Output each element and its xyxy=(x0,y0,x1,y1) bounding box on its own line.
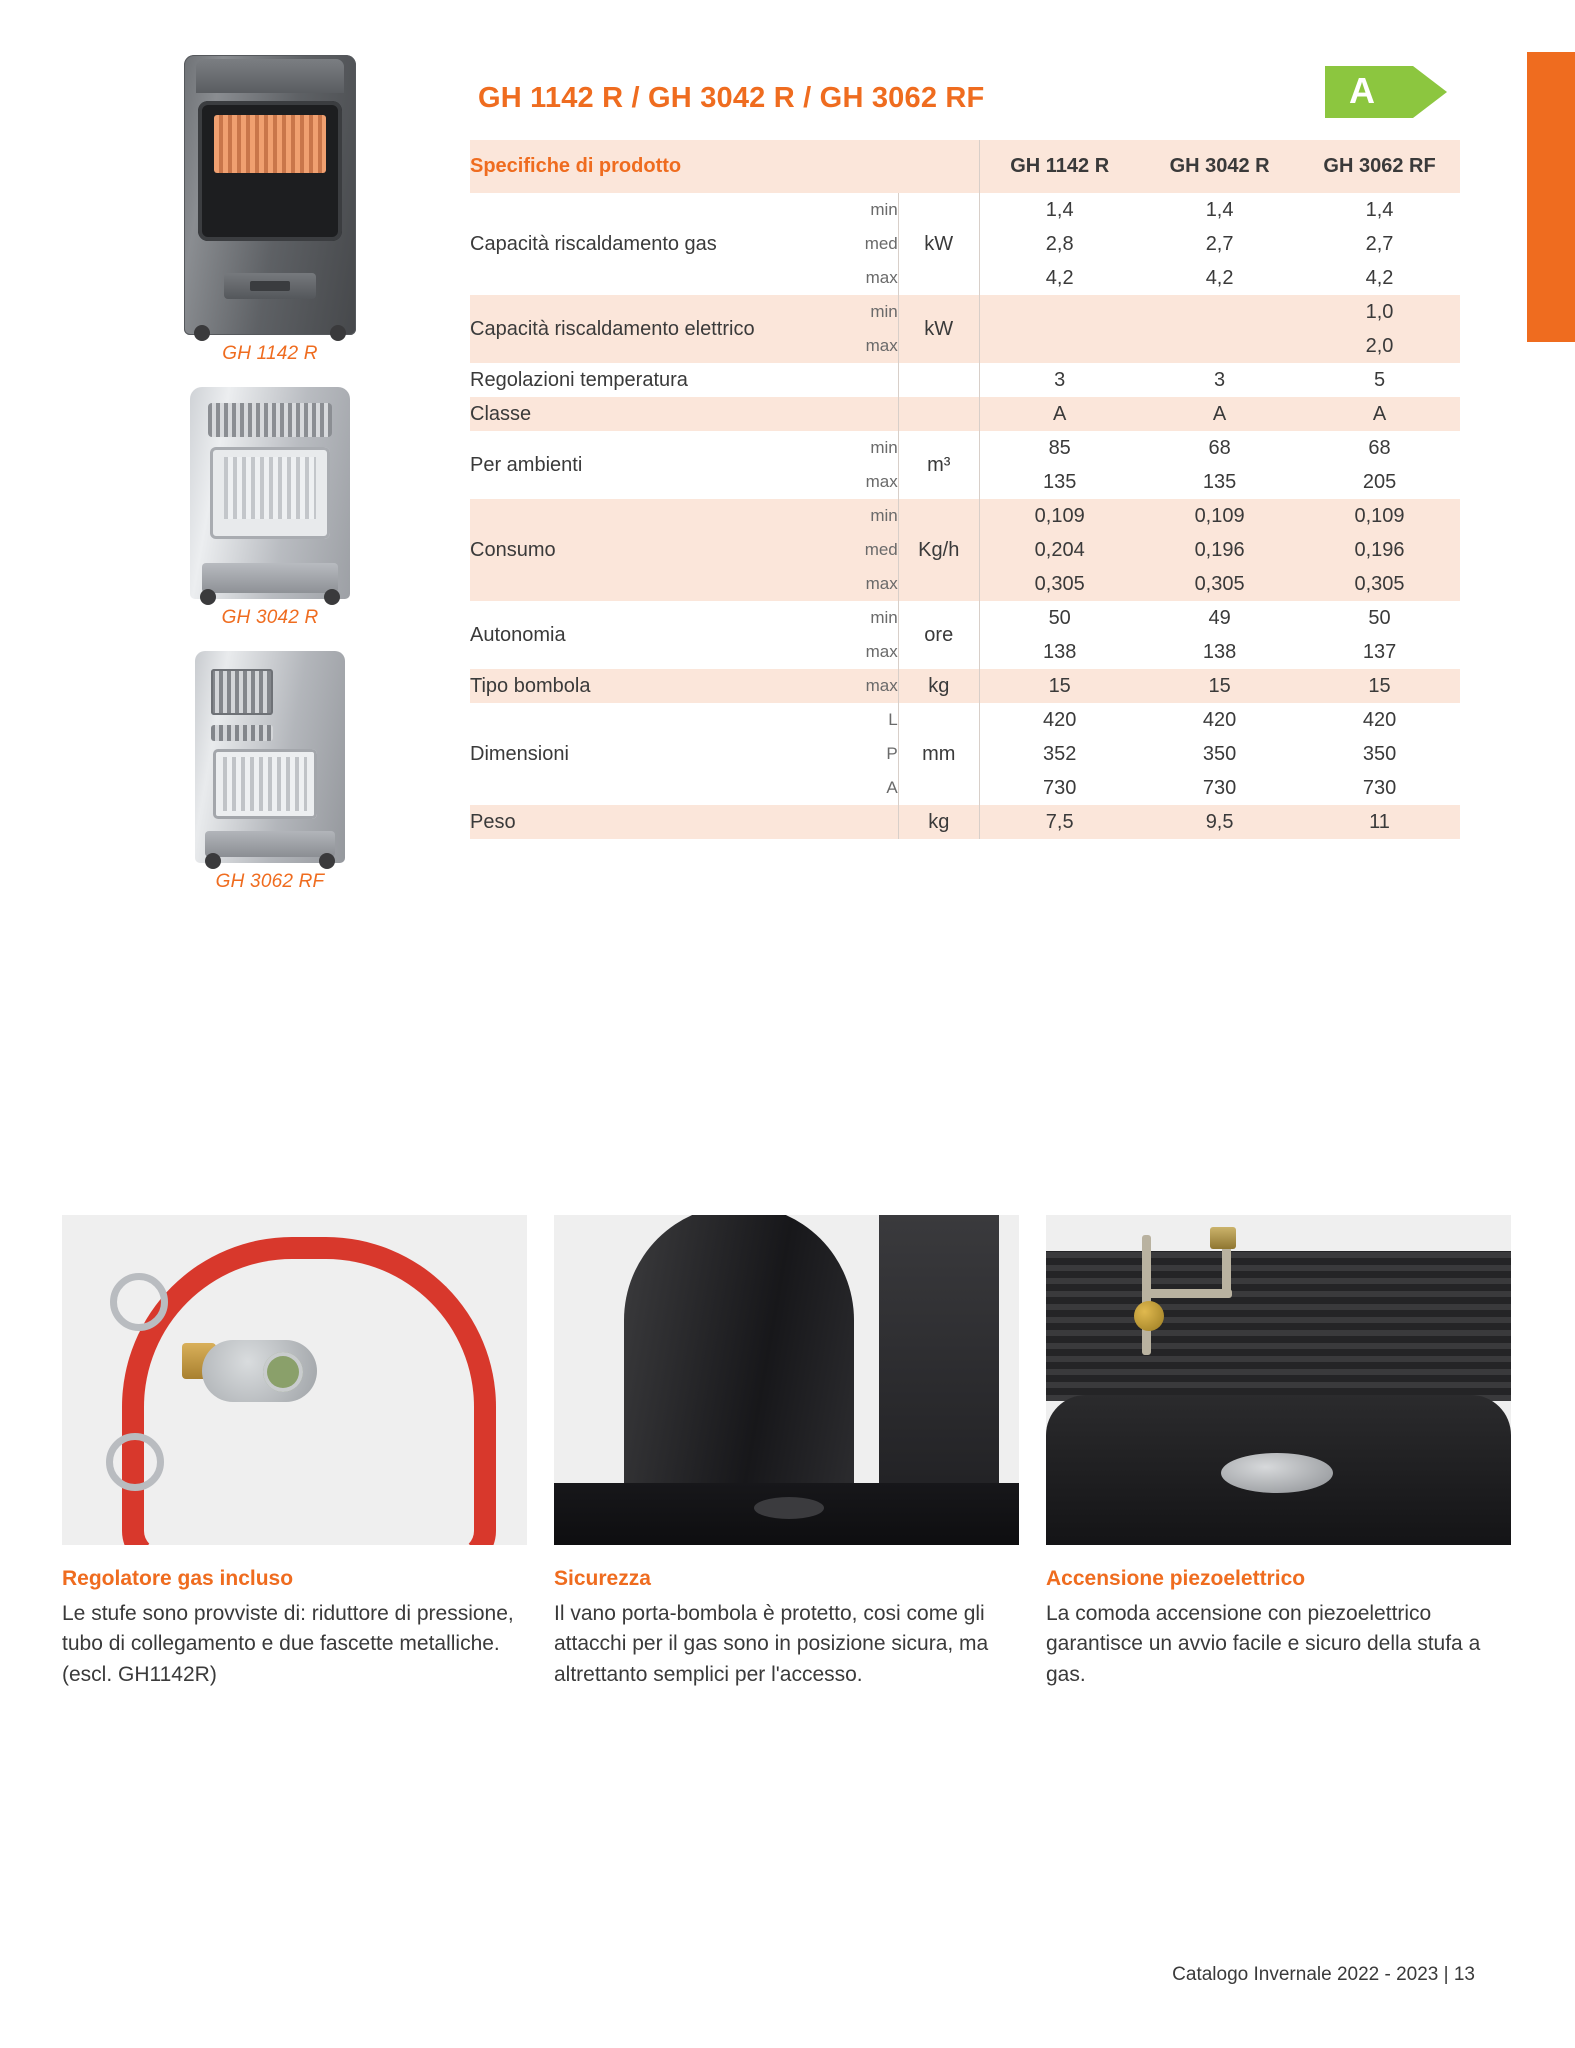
table-row-unit: kW xyxy=(898,295,979,363)
table-row xyxy=(470,363,1460,397)
table-cell-value: 0,109 xyxy=(1034,504,1085,527)
table-row xyxy=(470,397,1460,431)
table-row xyxy=(470,805,1460,839)
feature-text: La comoda accensione con piezoelettrico garantisce un avvio facile e sicuro della stufa a gas. xyxy=(1046,1602,1481,1686)
table-cell-value: 15 xyxy=(1368,674,1391,697)
product-image-column xyxy=(100,55,440,907)
product-item xyxy=(100,55,440,365)
cylinder-compartment-photo xyxy=(554,1215,1019,1545)
table-row-unit: kW xyxy=(898,193,979,295)
table-row-unit: m³ xyxy=(898,431,979,499)
table-cell-value: 4,2 xyxy=(1045,266,1074,289)
table-row-subrow-label: P xyxy=(800,737,898,771)
table-row xyxy=(470,703,1460,737)
table-row xyxy=(470,669,1460,703)
table-cell-value: 0,196 xyxy=(1194,538,1245,561)
table-cell-value: 138 xyxy=(1043,640,1077,663)
table-row-unit: mm xyxy=(898,703,979,805)
table-row-subrow-label: med xyxy=(800,533,898,567)
table-cell-value xyxy=(1140,329,1300,363)
table-cell-value: A xyxy=(1372,402,1387,425)
table-row-subrow-label: A xyxy=(800,771,898,805)
product-caption: GH 3042 R xyxy=(221,607,319,628)
table-row xyxy=(470,295,1460,329)
table-cell-value: 352 xyxy=(1043,742,1077,765)
table-row-subrow-label: max xyxy=(800,465,898,499)
product-spec-table xyxy=(470,140,1460,839)
table-row xyxy=(470,193,1460,227)
table-row-label: Dimensioni xyxy=(470,742,569,765)
feature-title: Regolatore gas incluso xyxy=(62,1567,294,1590)
table-cell-value: 15 xyxy=(1208,674,1231,697)
feature-title: Sicurezza xyxy=(554,1567,651,1590)
table-row-label: Peso xyxy=(470,810,516,833)
table-header-column: GH 3062 RF xyxy=(1323,155,1436,177)
feature-block xyxy=(554,1215,1019,1690)
table-cell-value: 68 xyxy=(1368,436,1391,459)
page-footer: Catalogo Invernale 2022 - 2023 | 13 xyxy=(1172,1964,1475,1985)
table-row-subrow-label: max xyxy=(800,669,898,703)
stove-gh-3062-rf-image xyxy=(195,651,345,863)
table-row xyxy=(470,499,1460,533)
table-row-subrow-label xyxy=(800,363,898,397)
table-header-column: GH 3042 R xyxy=(1169,155,1270,177)
table-row-subrow-label: max xyxy=(800,329,898,363)
table-cell-value: 1,0 xyxy=(1365,300,1394,323)
table-cell-value: 3 xyxy=(1054,368,1066,391)
table-cell-value: 420 xyxy=(1362,708,1397,731)
table-cell-value: 2,7 xyxy=(1205,232,1234,255)
feature-title: Accensione piezoelettrico xyxy=(1046,1567,1306,1590)
table-row-unit: kg xyxy=(898,805,979,839)
table-cell-value: 68 xyxy=(1208,436,1231,459)
stove-gh-3042-r-image xyxy=(190,387,350,599)
feature-blocks xyxy=(62,1215,1512,1690)
table-row-subrow-label: min xyxy=(800,193,898,227)
table-row-subrow-label: min xyxy=(800,295,898,329)
table-cell-value: 49 xyxy=(1208,606,1231,629)
table-header-unit xyxy=(898,140,979,193)
table-cell-value: 0,305 xyxy=(1034,572,1085,595)
piezo-ignition-photo xyxy=(1046,1215,1511,1545)
table-row-subrow-label: max xyxy=(800,261,898,295)
product-item xyxy=(100,651,440,893)
table-row-subrow-label: L xyxy=(800,703,898,737)
feature-text: Il vano porta-bombola è protetto, cosi come gli attacchi per il gas sono in posizione sicura, ma altrettanto semplici per l'accesso. xyxy=(554,1602,989,1686)
table-row-subrow-label: min xyxy=(800,601,898,635)
product-item xyxy=(100,387,440,629)
table-cell-value: 3 xyxy=(1214,368,1226,391)
table-row-subrow-label xyxy=(800,805,898,839)
table-row-unit: kg xyxy=(898,669,979,703)
table-cell-value: 0,109 xyxy=(1354,504,1405,527)
table-cell-value: 2,0 xyxy=(1365,334,1394,357)
table-cell-value: A xyxy=(1212,402,1227,425)
table-row-unit xyxy=(898,363,979,397)
table-row-label: Tipo bombola xyxy=(470,674,591,697)
table-cell-value: 0,109 xyxy=(1194,504,1245,527)
table-cell-value xyxy=(979,329,1139,363)
table-cell-value: 85 xyxy=(1048,436,1071,459)
table-row-unit: ore xyxy=(898,601,979,669)
product-caption: GH 3062 RF xyxy=(215,871,325,892)
table-row-label: Capacità riscaldamento elettrico xyxy=(470,317,755,340)
table-row-unit xyxy=(898,397,979,431)
table-cell-value: 1,4 xyxy=(1205,198,1234,221)
table-header-label: Specifiche di prodotto xyxy=(470,155,682,177)
table-header-column: GH 1142 R xyxy=(1010,155,1110,177)
table-cell-value: 730 xyxy=(1362,776,1397,799)
table-row-label: Consumo xyxy=(470,538,556,561)
table-cell-value: 2,7 xyxy=(1365,232,1394,255)
table-cell-value: 2,8 xyxy=(1045,232,1074,255)
table-cell-value: 15 xyxy=(1048,674,1071,697)
table-row-label: Per ambienti xyxy=(470,453,583,476)
table-cell-value: 0,305 xyxy=(1194,572,1245,595)
table-cell-value: 135 xyxy=(1202,470,1237,493)
table-row xyxy=(470,431,1460,465)
table-cell-value: 0,204 xyxy=(1034,538,1085,561)
table-row-subrow-label: max xyxy=(800,567,898,601)
table-cell-value: 138 xyxy=(1202,640,1237,663)
feature-text: Le stufe sono provviste di: riduttore di pressione, tubo di collegamento e due fascette metalliche. (escl. GH1142R) xyxy=(62,1602,514,1686)
table-row-subrow-label xyxy=(800,397,898,431)
table-cell-value: 9,5 xyxy=(1205,810,1234,833)
table-cell-value: 730 xyxy=(1043,776,1077,799)
feature-block xyxy=(1046,1215,1511,1690)
table-cell-value: 135 xyxy=(1043,470,1077,493)
table-cell-value: 1,4 xyxy=(1045,198,1074,221)
table-row-unit: Kg/h xyxy=(898,499,979,601)
table-cell-value: 420 xyxy=(1043,708,1077,731)
table-cell-value: 205 xyxy=(1362,470,1397,493)
table-row-subrow-label: min xyxy=(800,431,898,465)
table-cell-value: 0,305 xyxy=(1354,572,1405,595)
table-cell-value: 730 xyxy=(1202,776,1237,799)
table-cell-value: 7,5 xyxy=(1045,810,1074,833)
table-row-label: Autonomia xyxy=(470,623,566,646)
energy-class-letter: A xyxy=(1349,70,1375,111)
table-row-label: Classe xyxy=(470,402,532,425)
table-cell-value: 5 xyxy=(1373,368,1386,391)
table-cell-value: 4,2 xyxy=(1365,266,1394,289)
table-cell-value xyxy=(1140,295,1300,329)
table-cell-value: 1,4 xyxy=(1365,198,1394,221)
feature-block xyxy=(62,1215,527,1690)
table-cell-value: 350 xyxy=(1362,742,1397,765)
table-row-subrow-label: min xyxy=(800,499,898,533)
product-caption: GH 1142 R xyxy=(222,343,318,364)
page-edge-tab xyxy=(1527,52,1575,342)
table-row-subrow-label: med xyxy=(800,227,898,261)
gas-regulator-photo xyxy=(62,1215,527,1545)
table-cell-value: A xyxy=(1053,402,1067,425)
table-cell-value: 11 xyxy=(1369,810,1390,833)
table-header-row xyxy=(470,140,1460,193)
table-row-label: Regolazioni temperatura xyxy=(470,368,688,391)
table-row-label: Capacità riscaldamento gas xyxy=(470,232,717,255)
table-cell-value: 50 xyxy=(1368,606,1391,629)
stove-gh-1142-r-image xyxy=(184,55,356,335)
table-cell-value: 350 xyxy=(1202,742,1237,765)
page-title: GH 1142 R / GH 3042 R / GH 3062 RF xyxy=(478,82,985,114)
table-cell-value: 420 xyxy=(1202,708,1237,731)
energy-class-badge xyxy=(1325,66,1447,118)
table-cell-value: 0,196 xyxy=(1354,538,1405,561)
table-row-subrow-label: max xyxy=(800,635,898,669)
table-row xyxy=(470,601,1460,635)
table-cell-value xyxy=(979,295,1139,329)
table-cell-value: 4,2 xyxy=(1205,266,1234,289)
table-cell-value: 50 xyxy=(1048,606,1071,629)
table-cell-value: 137 xyxy=(1362,640,1397,663)
